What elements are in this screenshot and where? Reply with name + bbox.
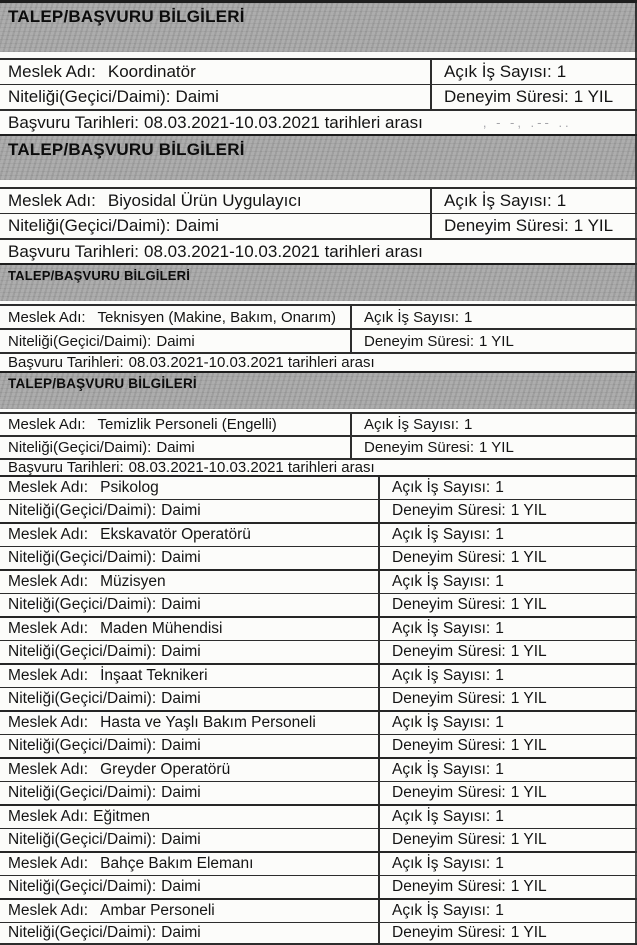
nitelik-label: Niteliği(Geçici/Daimi): [8, 548, 157, 566]
job-entry-muzisyen [0, 569, 637, 616]
acik-is-cell [378, 900, 637, 922]
nitelik-cell [0, 330, 350, 352]
deneyim-cell [350, 330, 637, 352]
acik-is-cell [378, 524, 637, 546]
nitelik-value: Daimi [156, 439, 195, 456]
deneyim-label: Deneyim Süresi: [444, 216, 569, 235]
deneyim-label: Deneyim Süresi: [392, 923, 506, 941]
meslek-cell [0, 477, 378, 499]
deneyim-label: Deneyim Süresi: [392, 595, 506, 613]
section-header-bar [0, 263, 637, 301]
acik-is-value: 1 [556, 191, 567, 210]
acik-is-label: Açık İş Sayısı: [444, 62, 552, 81]
meslek-value: İnşaat Teknikeri [100, 666, 208, 684]
deneyim-value: 1 YIL [510, 923, 547, 941]
meslek-value: Ambar Personeli [100, 901, 215, 919]
nitelik-label: Niteliği(Geçici/Daimi): [8, 595, 157, 613]
meslek-cell [0, 571, 378, 593]
acik-is-cell [378, 853, 637, 875]
meslek-label: Meslek Adı: [8, 807, 89, 825]
deneyim-label: Deneyim Süresi: [392, 642, 506, 660]
deneyim-value: 1 YIL [510, 736, 547, 754]
acik-is-value: 1 [556, 62, 567, 81]
nitelik-cell [0, 876, 378, 899]
job-nitelik-row [0, 546, 637, 570]
meslek-value: Eğitmen [93, 807, 150, 825]
meslek-cell [0, 712, 378, 734]
acik-is-value: 1 [495, 713, 504, 731]
deneyim-label: Deneyim Süresi: [392, 689, 506, 707]
deneyim-cell [378, 641, 637, 664]
job-nitelik-row [0, 499, 637, 523]
job-nitelik-row [0, 875, 637, 899]
meslek-value: Psikolog [100, 478, 159, 496]
nitelik-cell [0, 735, 378, 758]
job-meslek-row [0, 663, 637, 687]
job-meslek-row [0, 898, 637, 922]
job-nitelik-row [0, 828, 637, 852]
meslek-value: Greyder Operatörü [100, 760, 231, 778]
deneyim-cell [378, 500, 637, 523]
job-meslek-row [0, 522, 637, 546]
nitelik-label: Niteliği(Geçici/Daimi): [8, 877, 157, 895]
meslek-cell [0, 189, 430, 213]
nitelik-label: Niteliği(Geçici/Daimi): [8, 923, 157, 941]
nitelik-value: Daimi [161, 595, 201, 613]
acik-is-cell [430, 60, 637, 84]
deneyim-cell [378, 547, 637, 570]
job-entry-psikolog [0, 475, 637, 522]
nitelik-value: Daimi [161, 642, 201, 660]
nitelik-row [0, 84, 637, 109]
meslek-cell [0, 306, 350, 328]
acik-is-label: Açık İş Sayısı: [392, 807, 491, 825]
meslek-value: Müzisyen [100, 572, 166, 590]
basvuru-value: 08.03.2021-10.03.2021 tarihleri arası [128, 354, 375, 371]
nitelik-value: Daimi [161, 736, 201, 754]
job-entry-ambar-personeli [0, 898, 637, 945]
nitelik-cell [0, 641, 378, 664]
nitelik-row [0, 435, 637, 458]
meslek-cell [0, 853, 378, 875]
acik-is-value: 1 [495, 478, 504, 496]
job-meslek-row [0, 616, 637, 640]
acik-is-label: Açık İş Sayısı: [392, 572, 491, 590]
deneyim-cell [430, 85, 637, 109]
meslek-label: Meslek Adı: [8, 525, 89, 543]
nitelik-label: Niteliği(Geçici/Daimi): [8, 501, 157, 519]
meslek-label: Meslek Adı: [8, 901, 89, 919]
acik-is-cell [430, 189, 637, 213]
acik-is-value: 1 [495, 854, 504, 872]
acik-is-cell [378, 712, 637, 734]
nitelik-value: Daimi [175, 216, 219, 235]
deneyim-value: 1 YIL [510, 830, 547, 848]
nitelik-value: Daimi [161, 548, 201, 566]
nitelik-label: Niteliği(Geçici/Daimi): [8, 830, 157, 848]
deneyim-cell [378, 782, 637, 805]
nitelik-value: Daimi [161, 830, 201, 848]
nitelik-row [0, 328, 637, 352]
job-nitelik-row [0, 640, 637, 664]
acik-is-label: Açık İş Sayısı: [392, 478, 491, 496]
job-meslek-row [0, 569, 637, 593]
deneyim-cell [378, 829, 637, 852]
talep-section-1 [0, 0, 637, 134]
meslek-value: Maden Mühendisi [100, 619, 223, 637]
deneyim-cell [378, 923, 637, 944]
job-entry-greyder-operatoru [0, 757, 637, 804]
talep-section-4 [0, 371, 637, 475]
job-list [0, 475, 637, 945]
scan-smudge-artifact: , - -, .-- .. [482, 115, 572, 130]
meslek-cell [0, 806, 378, 828]
meslek-cell [0, 900, 378, 922]
acik-is-cell [378, 571, 637, 593]
meslek-label: Meslek Adı: [8, 713, 89, 731]
acik-is-value: 1 [495, 807, 504, 825]
nitelik-label: Niteliği(Geçici/Daimi): [8, 332, 152, 350]
deneyim-label: Deneyim Süresi: [364, 439, 475, 456]
job-entry-insaat-teknikeri [0, 663, 637, 710]
job-entry-ekskavator-operatoru [0, 522, 637, 569]
deneyim-value: 1 YIL [510, 595, 547, 613]
acik-is-value: 1 [495, 619, 504, 637]
nitelik-cell [0, 85, 430, 109]
acik-is-value: 1 [464, 308, 473, 326]
job-nitelik-row [0, 734, 637, 758]
meslek-label: Meslek Adı: [8, 478, 89, 496]
deneyim-cell [350, 437, 637, 458]
deneyim-cell [378, 735, 637, 758]
meslek-label: Meslek Adı: [8, 854, 89, 872]
nitelik-label: Niteliği(Geçici/Daimi): [8, 689, 157, 707]
nitelik-cell [0, 923, 378, 944]
meslek-value: Teknisyen (Makine, Bakım, Onarım) [97, 308, 336, 326]
basvuru-value: 08.03.2021-10.03.2021 tarihleri arası [144, 112, 423, 132]
basvuru-label: Başvuru Tarihleri: [8, 241, 140, 261]
acik-is-label: Açık İş Sayısı: [444, 191, 552, 210]
acik-is-value: 1 [495, 572, 504, 590]
deneyim-value: 1 YIL [510, 548, 547, 566]
meslek-label: Meslek Adı: [8, 572, 89, 590]
section-header-title: TALEP/BAŞVURU BİLGİLERİ [8, 7, 245, 26]
nitelik-cell [0, 437, 350, 458]
meslek-cell [0, 618, 378, 640]
acik-is-value: 1 [495, 666, 504, 684]
nitelik-value: Daimi [175, 87, 219, 106]
deneyim-label: Deneyim Süresi: [444, 87, 569, 106]
meslek-row [0, 304, 637, 328]
nitelik-label: Niteliği(Geçici/Daimi): [8, 783, 157, 801]
deneyim-value: 1 YIL [479, 439, 514, 456]
basvuru-label: Başvuru Tarihleri: [8, 459, 124, 476]
deneyim-label: Deneyim Süresi: [392, 877, 506, 895]
basvuru-row [0, 109, 637, 134]
talep-section-2 [0, 134, 637, 263]
meslek-label: Meslek Adı: [8, 308, 86, 326]
deneyim-cell [378, 688, 637, 711]
acik-is-label: Açık İş Sayısı: [364, 416, 460, 433]
nitelik-cell [0, 688, 378, 711]
section-header-bar [0, 0, 637, 52]
job-entry-hasta-yasli-bakim [0, 710, 637, 757]
nitelik-row [0, 213, 637, 238]
nitelik-cell [0, 500, 378, 523]
deneyim-cell [378, 594, 637, 617]
acik-is-label: Açık İş Sayısı: [392, 525, 491, 543]
acik-is-value: 1 [495, 525, 504, 543]
meslek-cell [0, 414, 350, 435]
job-entry-maden-muhendisi [0, 616, 637, 663]
meslek-value: Koordinatör [107, 62, 196, 81]
acik-is-label: Açık İş Sayısı: [392, 760, 491, 778]
deneyim-value: 1 YIL [510, 689, 547, 707]
job-meslek-row [0, 475, 637, 499]
nitelik-value: Daimi [161, 923, 201, 941]
acik-is-value: 1 [464, 416, 473, 433]
acik-is-cell [378, 477, 637, 499]
nitelik-value: Daimi [161, 877, 201, 895]
meslek-row [0, 187, 637, 213]
job-meslek-row [0, 804, 637, 828]
job-nitelik-row [0, 922, 637, 945]
acik-is-cell [378, 759, 637, 781]
meslek-label: Meslek Adı: [8, 760, 89, 778]
acik-is-cell [378, 665, 637, 687]
section-header-title: TALEP/BAŞVURU BİLGİLERİ [8, 268, 191, 283]
nitelik-value: Daimi [161, 501, 201, 519]
acik-is-value: 1 [495, 901, 504, 919]
meslek-value: Temizlik Personeli (Engelli) [97, 416, 277, 433]
deneyim-label: Deneyim Süresi: [392, 830, 506, 848]
acik-is-value: 1 [495, 760, 504, 778]
deneyim-label: Deneyim Süresi: [392, 783, 506, 801]
basvuru-row [0, 352, 637, 371]
job-meslek-row [0, 710, 637, 734]
deneyim-cell [430, 214, 637, 238]
acik-is-label: Açık İş Sayısı: [392, 619, 491, 637]
nitelik-cell [0, 547, 378, 570]
nitelik-value: Daimi [161, 689, 201, 707]
section-header-title: TALEP/BAŞVURU BİLGİLERİ [8, 140, 245, 159]
nitelik-label: Niteliği(Geçici/Daimi): [8, 736, 157, 754]
meslek-row [0, 58, 637, 84]
job-nitelik-row [0, 781, 637, 805]
basvuru-value: 08.03.2021-10.03.2021 tarihleri arası [144, 241, 423, 261]
meslek-label: Meslek Adı: [8, 62, 96, 81]
meslek-label: Meslek Adı: [8, 191, 96, 210]
basvuru-row [0, 238, 637, 263]
job-nitelik-row [0, 593, 637, 617]
nitelik-label: Niteliği(Geçici/Daimi): [8, 642, 157, 660]
nitelik-label: Niteliği(Geçici/Daimi): [8, 439, 152, 456]
meslek-cell [0, 60, 430, 84]
deneyim-value: 1 YIL [510, 877, 547, 895]
meslek-value: Biyosidal Ürün Uygulayıcı [107, 191, 302, 210]
meslek-value: Bahçe Bakım Elemanı [100, 854, 254, 872]
job-entry-egitmen [0, 804, 637, 851]
deneyim-value: 1 YIL [510, 642, 547, 660]
deneyim-label: Deneyim Süresi: [392, 548, 506, 566]
meslek-row [0, 412, 637, 435]
meslek-label: Meslek Adı: [8, 666, 89, 684]
acik-is-label: Açık İş Sayısı: [392, 713, 491, 731]
deneyim-cell [378, 876, 637, 899]
meslek-label: Meslek Adı: [8, 619, 89, 637]
deneyim-value: 1 YIL [510, 501, 547, 519]
acik-is-cell [350, 306, 637, 328]
job-entry-bahce-bakim-elemani [0, 851, 637, 898]
nitelik-value: Daimi [161, 783, 201, 801]
talep-section-3 [0, 263, 637, 371]
deneyim-label: Deneyim Süresi: [392, 501, 506, 519]
meslek-label: Meslek Adı: [8, 416, 86, 433]
section-header-title: TALEP/BAŞVURU BİLGİLERİ [8, 376, 197, 391]
basvuru-row [0, 458, 637, 475]
basvuru-label: Başvuru Tarihleri: [8, 354, 124, 371]
nitelik-cell [0, 782, 378, 805]
acik-is-label: Açık İş Sayısı: [364, 308, 460, 326]
deneyim-value: 1 YIL [573, 87, 614, 106]
basvuru-label: Başvuru Tarihleri: [8, 112, 140, 132]
nitelik-cell [0, 214, 430, 238]
deneyim-value: 1 YIL [510, 783, 547, 801]
meslek-cell [0, 524, 378, 546]
nitelik-value: Daimi [156, 332, 195, 350]
deneyim-value: 1 YIL [479, 332, 514, 350]
job-meslek-row [0, 757, 637, 781]
nitelik-cell [0, 829, 378, 852]
deneyim-label: Deneyim Süresi: [364, 332, 475, 350]
acik-is-label: Açık İş Sayısı: [392, 901, 491, 919]
acik-is-cell [350, 414, 637, 435]
nitelik-cell [0, 594, 378, 617]
meslek-value: Hasta ve Yaşlı Bakım Personeli [100, 713, 316, 731]
section-header-bar [0, 371, 637, 409]
section-header-bar [0, 134, 637, 180]
section-gap [0, 180, 637, 187]
basvuru-value: 08.03.2021-10.03.2021 tarihleri arası [128, 459, 375, 476]
acik-is-label: Açık İş Sayısı: [392, 854, 491, 872]
meslek-cell [0, 665, 378, 687]
meslek-cell [0, 759, 378, 781]
acik-is-cell [378, 806, 637, 828]
deneyim-label: Deneyim Süresi: [392, 736, 506, 754]
job-meslek-row [0, 851, 637, 875]
acik-is-label: Açık İş Sayısı: [392, 666, 491, 684]
nitelik-label: Niteliği(Geçici/Daimi): [8, 216, 171, 235]
acik-is-cell [378, 618, 637, 640]
deneyim-value: 1 YIL [573, 216, 614, 235]
meslek-value: Ekskavatör Operatörü [100, 525, 251, 543]
nitelik-label: Niteliği(Geçici/Daimi): [8, 87, 171, 106]
job-nitelik-row [0, 687, 637, 711]
